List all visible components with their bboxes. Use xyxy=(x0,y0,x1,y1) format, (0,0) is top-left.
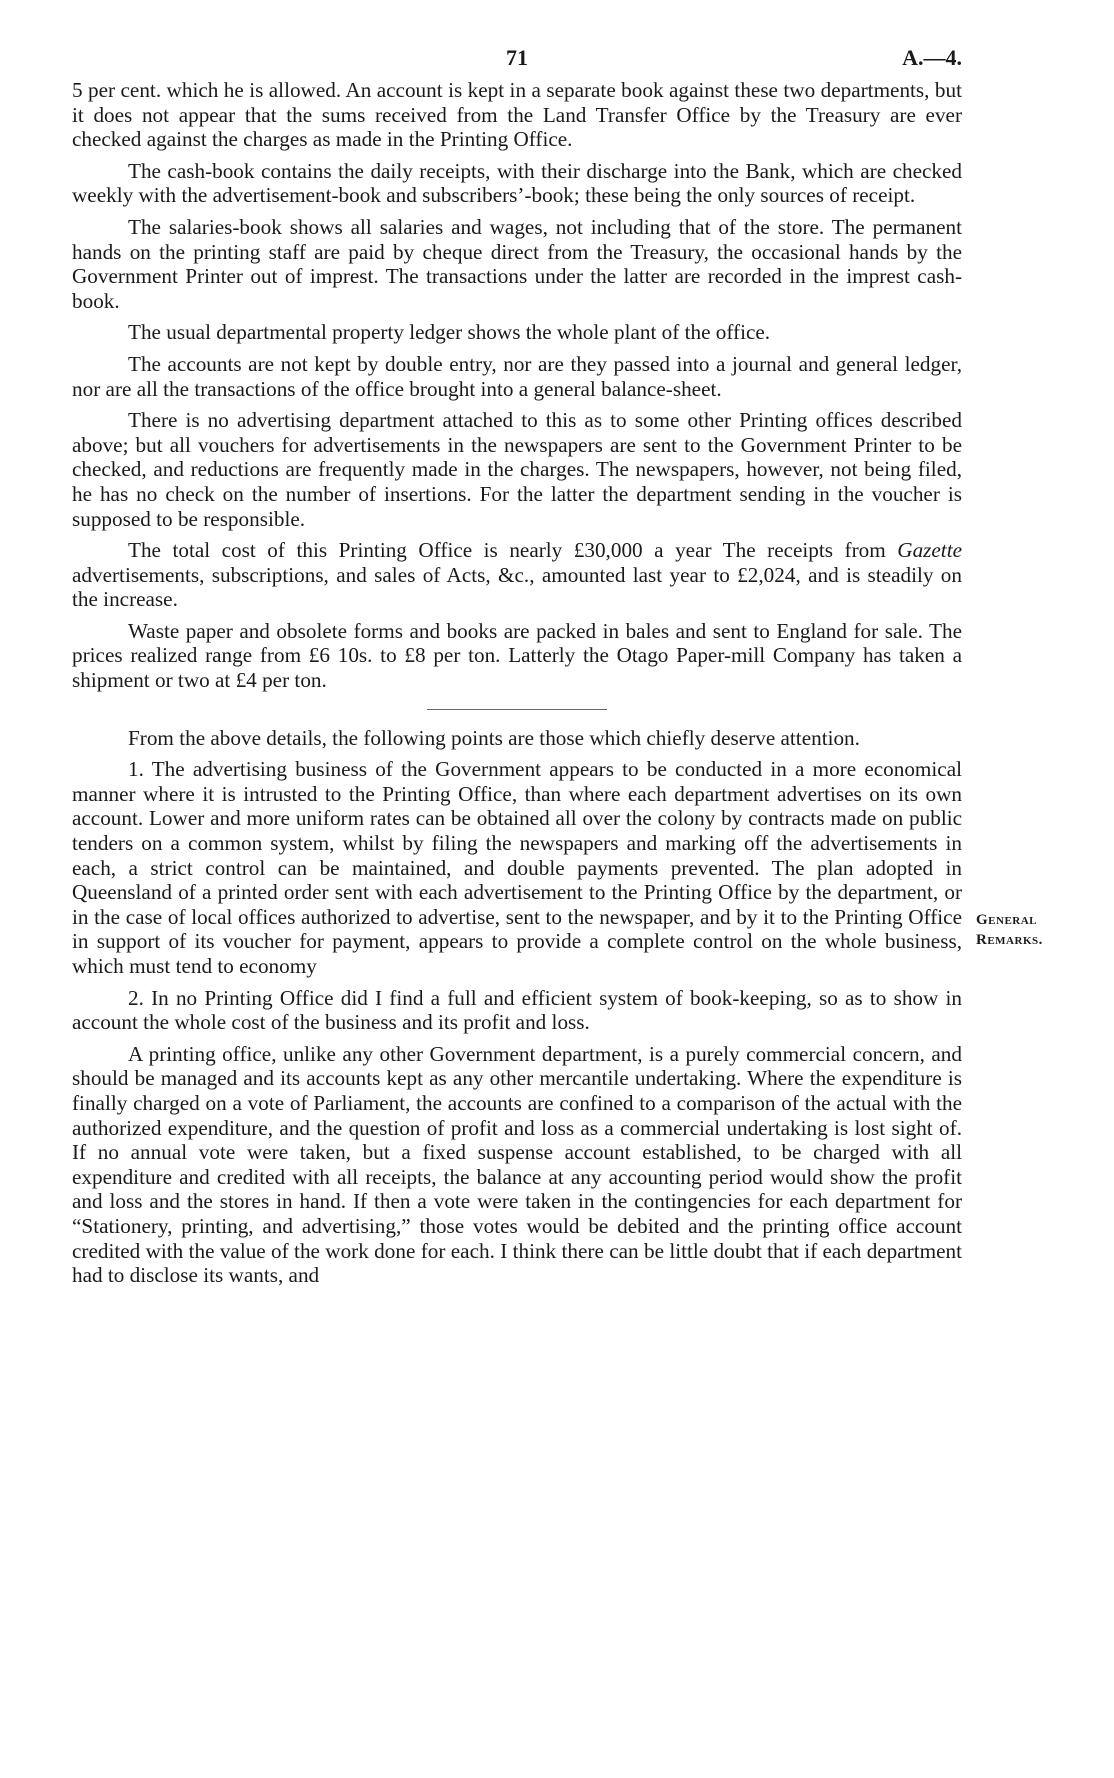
total-cost-text-a: The total cost of this Printing Office is nearly £30,000 a year The receipts from xyxy=(128,538,898,563)
paragraph-points-intro: From the above details, the following points are those which chiefly deserve attention. xyxy=(128,725,860,750)
paragraph-continuation: 5 per cent. which he is allowed. An account is kept in a separate book against these two departments, but it does not appear that the sums received from the Land Transfer Office by the Treasury are ever checked against the charges as made in the Printing Office. xyxy=(72,78,962,152)
paragraph-advertising-department: There is no advertising department attached to this as to some other Printing offices described above; but all vouchers for advertisements in the newspapers are sent to the Government Printer to be checked, and reductions are frequently made in the charges. The newspapers, however, not being filed, he has no check on the number of insertions. For the latter the department sending in the voucher is supposed to be responsible. xyxy=(72,408,962,531)
paragraph-cash-book: The cash-book contains the daily receipts, with their discharge into the Bank, which are checked weekly with the advertisement-book and subscribers’-book; these being the only sources of receipt. xyxy=(72,158,962,208)
paragraph-point-2: 2. In no Printing Office did I find a full and efficient system of book-keeping, so as to show in account the whole cost of the business and its profit and loss. xyxy=(72,985,962,1035)
paragraph-total-cost xyxy=(72,538,962,612)
document-page xyxy=(72,46,962,1295)
total-cost-text-b: advertisements, subscriptions, and sales of Acts, &c., amounted last year to £2,024, and is steadily on the increase. xyxy=(72,562,962,612)
margin-note-general-remarks xyxy=(976,910,1096,950)
gazette-italic: Gazette xyxy=(897,538,962,563)
section-divider xyxy=(427,709,607,710)
paragraph-double-entry: The accounts are not kept by double entry, nor are they passed into a journal and general ledger, nor are all the transactions of the office brought into a general balance-sheet. xyxy=(72,351,962,401)
paragraph-point-1: 1. The advertising business of the Government appears to be conducted in a more economical manner where it is intrusted to the Printing Office, than where each department advertises on its own account. Lower and more uniform rates can be obtained all over the colony by contracts made on public tenders on a common system, whilst by filing the newspapers and marking off the advertisements in each, a strict control can be maintained, and double payments prevented. The plan adopted in Queensland of a printed order sent with each advertisement to the Printing Office by the department, or in the case of local offices authorized to advertise, sent to the newspaper, and by it to the Printing Office in support of its voucher for payment, appears to provide a complete control on the whole business, which must tend to economy xyxy=(72,757,962,978)
page-header xyxy=(72,46,962,78)
margin-note-line2: Remarks. xyxy=(976,932,1043,948)
document-reference: A.—4. xyxy=(902,45,962,70)
paragraph-waste-paper: Waste paper and obsolete forms and books are packed in bales and sent to England for sale. The prices realized range from £6 10s. to £8 per ton. Latterly the Otago Paper-mill Company has taken a shipment or two at £4 per ton. xyxy=(72,618,962,693)
paragraph-printing-office-commercial: A printing office, unlike any other Government department, is a purely commercial concern, and should be managed and its accounts kept as any other mercantile undertaking. Where the expenditure is finally charged on a vote of Parliament, the accounts are confined to a comparison of the actual with the authorized expenditure, and the question of profit and loss as a commercial undertaking is lost sight of. If no annual vote were taken, but a fixed suspense account established, to be charged with all expenditure and credited with all receipts, the balance at any accounting period would show the profit and loss and the stores in hand. If then a vote were taken in the contingencies for each department for “Stationery, printing, and advertising,” those votes would be debited and the printing office account credited with the value of the work done for each. I think there can be little doubt that if each department had to disclose its wants, and xyxy=(72,1041,962,1288)
page-number: 71 xyxy=(506,45,528,70)
paragraph-salaries-book: The salaries-book shows all salaries and wages, not including that of the store. The permanent hands on the printing staff are paid by cheque direct from the Treasury, the occasional hands by the Government Printer out of imprest. The transactions under the latter are recorded in the imprest cash-book. xyxy=(72,214,962,313)
margin-note-line1: General xyxy=(976,912,1038,928)
paragraph-property-ledger: The usual departmental property ledger shows the whole plant of the office. xyxy=(128,320,771,345)
